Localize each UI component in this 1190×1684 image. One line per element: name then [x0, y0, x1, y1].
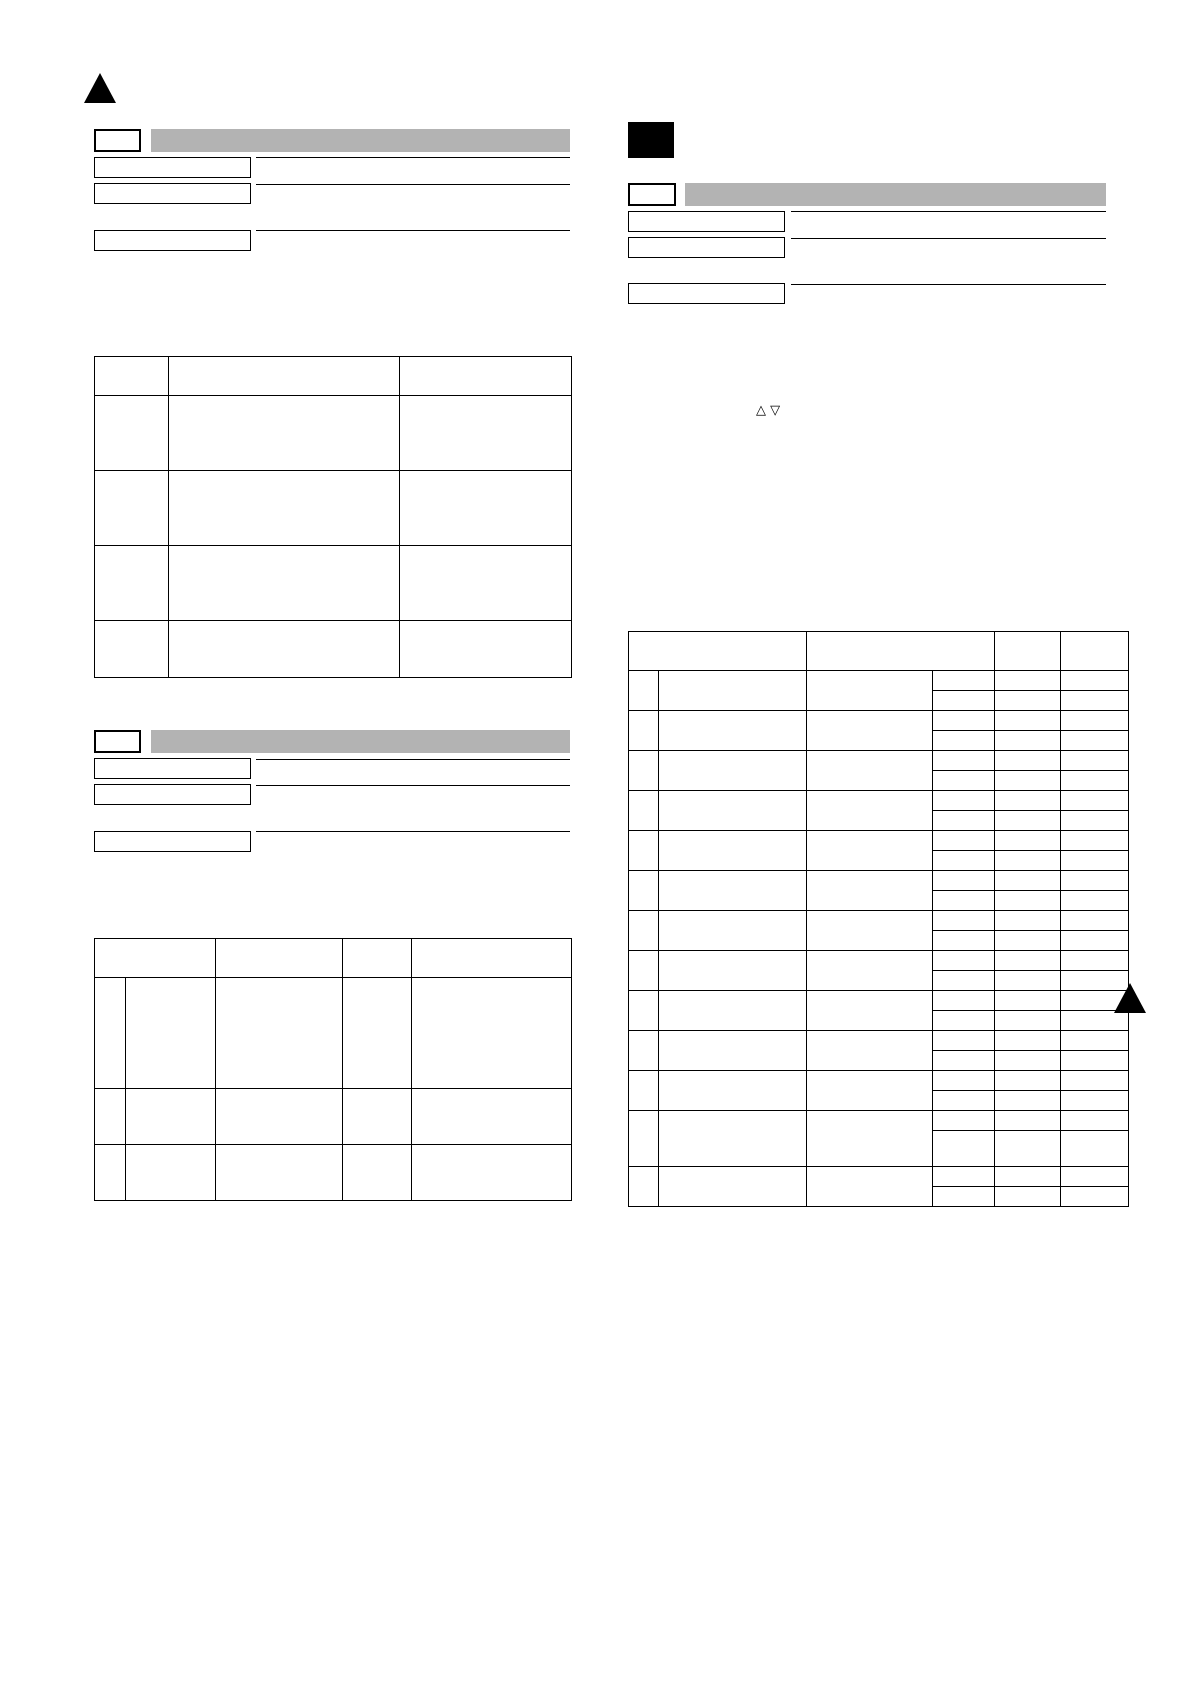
- table-cell: [933, 811, 995, 831]
- table-cell: [659, 751, 807, 791]
- table-cell: [659, 711, 807, 751]
- table-header-row: [629, 632, 1129, 671]
- table-cell: [995, 831, 1061, 851]
- table-cell: [1061, 1011, 1129, 1031]
- table-cell: [412, 939, 572, 978]
- table-cell: [343, 939, 412, 978]
- table-cell: [807, 1111, 933, 1167]
- table-cell: [933, 951, 995, 971]
- table-cell: [933, 731, 995, 751]
- table-cell: [629, 1031, 659, 1071]
- table-cell: [1061, 771, 1129, 791]
- field-label-box: [628, 237, 785, 258]
- table-cell: [1061, 1091, 1129, 1111]
- field-label-box: [628, 283, 785, 304]
- table-cell: [343, 1089, 412, 1145]
- table-row: [629, 711, 1129, 731]
- table-cell: [807, 831, 933, 871]
- table-cell: [933, 991, 995, 1011]
- table-cell: [343, 1145, 412, 1201]
- field-rule: [256, 157, 570, 158]
- table-cell: [659, 671, 807, 711]
- table-cell: [933, 1051, 995, 1071]
- right-table: [628, 631, 1129, 1207]
- table-row: [95, 546, 572, 621]
- table-cell: [933, 751, 995, 771]
- table-cell: [629, 751, 659, 791]
- table-header-row: [95, 939, 572, 978]
- table-cell: [933, 851, 995, 871]
- table-row: [95, 621, 572, 678]
- table-cell: [933, 831, 995, 851]
- revision-triangle-icon: [84, 73, 116, 103]
- table-cell: [933, 771, 995, 791]
- table-cell: [933, 971, 995, 991]
- table-cell: [1061, 1111, 1129, 1131]
- table-cell: [1061, 731, 1129, 751]
- table-cell: [807, 1167, 933, 1207]
- table-cell: [95, 939, 216, 978]
- table-row: [95, 978, 572, 1089]
- field-label-box: [94, 230, 251, 251]
- field-rule: [256, 230, 570, 231]
- table-cell: [412, 1145, 572, 1201]
- table-row: [629, 671, 1129, 691]
- table-cell: [629, 911, 659, 951]
- table-cell: [629, 1111, 659, 1167]
- field-label-box: [94, 831, 251, 852]
- table-cell: [400, 396, 572, 471]
- table-cell: [995, 1031, 1061, 1051]
- table-cell: [659, 911, 807, 951]
- table-row: [629, 991, 1129, 1011]
- table-cell: [995, 1091, 1061, 1111]
- table-cell: [95, 471, 169, 546]
- field-label-box: [94, 183, 251, 204]
- table-cell: [1061, 891, 1129, 911]
- field-rule: [791, 211, 1106, 212]
- table-cell: [995, 811, 1061, 831]
- table-cell: [933, 1187, 995, 1207]
- revision-triangle-icon: [1114, 983, 1146, 1013]
- table-cell: [400, 471, 572, 546]
- table-cell: [629, 671, 659, 711]
- table-cell: [995, 1131, 1061, 1167]
- chapter-number-block: [628, 122, 674, 158]
- table-cell: [995, 771, 1061, 791]
- table-cell: [807, 1031, 933, 1071]
- table-cell: [629, 991, 659, 1031]
- table-cell: [400, 546, 572, 621]
- table-cell: [629, 951, 659, 991]
- table-cell: [629, 1071, 659, 1111]
- section-title-bar: [151, 730, 570, 753]
- table-cell: [1061, 831, 1129, 851]
- table-row: [629, 1167, 1129, 1187]
- table-cell: [659, 791, 807, 831]
- table-cell: [400, 621, 572, 678]
- table-cell: [1061, 632, 1129, 671]
- table-cell: [807, 711, 933, 751]
- table-cell: [807, 991, 933, 1031]
- table-cell: [995, 991, 1061, 1011]
- table-cell: [629, 871, 659, 911]
- table-row: [629, 1071, 1129, 1091]
- left-table-1: [94, 356, 572, 678]
- table-cell: [995, 931, 1061, 951]
- field-rule: [256, 831, 570, 832]
- table-row: [629, 911, 1129, 931]
- table-cell: [1061, 711, 1129, 731]
- field-label-box: [94, 758, 251, 779]
- table-cell: [1061, 931, 1129, 951]
- table-cell: [343, 978, 412, 1089]
- table-cell: [1061, 1071, 1129, 1091]
- table-cell: [95, 621, 169, 678]
- table-cell: [995, 791, 1061, 811]
- field-rule: [791, 284, 1106, 285]
- table-row: [95, 1089, 572, 1145]
- table-cell: [95, 1145, 126, 1201]
- table-cell: [126, 1089, 216, 1145]
- field-label-box: [94, 157, 251, 178]
- table-cell: [995, 1167, 1061, 1187]
- table-cell: [659, 1167, 807, 1207]
- table-row: [95, 471, 572, 546]
- table-cell: [1061, 691, 1129, 711]
- table-cell: [1061, 1051, 1129, 1071]
- table-cell: [169, 621, 400, 678]
- table-cell: [412, 1089, 572, 1145]
- table-cell: [995, 951, 1061, 971]
- table-cell: [933, 711, 995, 731]
- table-cell: [126, 1145, 216, 1201]
- table-row: [629, 951, 1129, 971]
- table-cell: [1061, 1031, 1129, 1051]
- table-cell: [933, 911, 995, 931]
- section-number-box: [94, 730, 141, 753]
- table-cell: [995, 851, 1061, 871]
- table-cell: [1061, 871, 1129, 891]
- table-cell: [933, 871, 995, 891]
- table-cell: [95, 357, 169, 396]
- table-cell: [126, 978, 216, 1089]
- table-cell: [95, 546, 169, 621]
- table-cell: [216, 1089, 343, 1145]
- table-cell: [995, 1071, 1061, 1091]
- table-cell: [807, 911, 933, 951]
- table-cell: [807, 751, 933, 791]
- section-title-bar: [685, 183, 1106, 206]
- field-rule: [256, 759, 570, 760]
- table-cell: [659, 991, 807, 1031]
- table-cell: [995, 871, 1061, 891]
- table-cell: [216, 1145, 343, 1201]
- table-cell: [169, 396, 400, 471]
- table-cell: [995, 711, 1061, 731]
- up-down-triangle-icons: △ ▽: [756, 403, 781, 418]
- table-cell: [933, 891, 995, 911]
- section-title-bar: [151, 129, 570, 152]
- table-cell: [95, 978, 126, 1089]
- table-cell: [659, 951, 807, 991]
- table-cell: [1061, 751, 1129, 771]
- table-cell: [933, 791, 995, 811]
- table-cell: [1061, 851, 1129, 871]
- table-cell: [169, 471, 400, 546]
- table-cell: [95, 396, 169, 471]
- table-cell: [1061, 1167, 1129, 1187]
- table-cell: [629, 711, 659, 751]
- table-cell: [995, 1111, 1061, 1131]
- table-cell: [995, 1011, 1061, 1031]
- table-cell: [933, 1111, 995, 1131]
- table-cell: [1061, 951, 1129, 971]
- table-cell: [629, 1167, 659, 1207]
- table-cell: [933, 1071, 995, 1091]
- table-cell: [659, 1071, 807, 1111]
- table-cell: [807, 671, 933, 711]
- table-cell: [995, 911, 1061, 931]
- table-cell: [995, 632, 1061, 671]
- table-header-row: [95, 357, 572, 396]
- table-cell: [659, 1111, 807, 1167]
- table-cell: [400, 357, 572, 396]
- table-cell: [216, 978, 343, 1089]
- table-cell: [659, 871, 807, 911]
- field-rule: [256, 785, 570, 786]
- table-cell: [1061, 1187, 1129, 1207]
- field-rule: [791, 238, 1106, 239]
- table-cell: [1061, 671, 1129, 691]
- table-cell: [1061, 811, 1129, 831]
- table-row: [629, 1111, 1129, 1131]
- table-cell: [933, 1167, 995, 1187]
- table-cell: [995, 891, 1061, 911]
- section-number-box: [628, 183, 676, 206]
- table-cell: [216, 939, 343, 978]
- table-cell: [659, 1031, 807, 1071]
- table-cell: [807, 791, 933, 831]
- field-label-box: [94, 784, 251, 805]
- table-cell: [807, 951, 933, 991]
- table-cell: [1061, 1131, 1129, 1167]
- field-rule: [256, 184, 570, 185]
- table-cell: [807, 632, 995, 671]
- table-cell: [1061, 791, 1129, 811]
- table-cell: [1061, 911, 1129, 931]
- section-number-box: [94, 129, 141, 152]
- table-row: [629, 1031, 1129, 1051]
- table-row: [629, 791, 1129, 811]
- field-label-box: [628, 211, 785, 232]
- left-table-2: [94, 938, 572, 1201]
- table-cell: [629, 791, 659, 831]
- table-row: [629, 751, 1129, 771]
- table-cell: [995, 671, 1061, 691]
- table-cell: [95, 1089, 126, 1145]
- table-cell: [933, 1031, 995, 1051]
- table-cell: [995, 1051, 1061, 1071]
- table-cell: [933, 1011, 995, 1031]
- table-row: [629, 871, 1129, 891]
- table-cell: [807, 1071, 933, 1111]
- table-cell: [995, 731, 1061, 751]
- table-cell: [807, 871, 933, 911]
- table-cell: [995, 1187, 1061, 1207]
- table-row: [629, 831, 1129, 851]
- table-cell: [169, 546, 400, 621]
- table-cell: [659, 831, 807, 871]
- table-cell: [933, 691, 995, 711]
- table-cell: [995, 751, 1061, 771]
- table-cell: [933, 671, 995, 691]
- table-cell: [933, 931, 995, 951]
- table-cell: [629, 632, 807, 671]
- table-cell: [995, 971, 1061, 991]
- table-cell: [169, 357, 400, 396]
- table-cell: [933, 1131, 995, 1167]
- table-row: [95, 396, 572, 471]
- table-cell: [412, 978, 572, 1089]
- table-row: [95, 1145, 572, 1201]
- table-cell: [933, 1091, 995, 1111]
- table-cell: [629, 831, 659, 871]
- table-cell: [995, 691, 1061, 711]
